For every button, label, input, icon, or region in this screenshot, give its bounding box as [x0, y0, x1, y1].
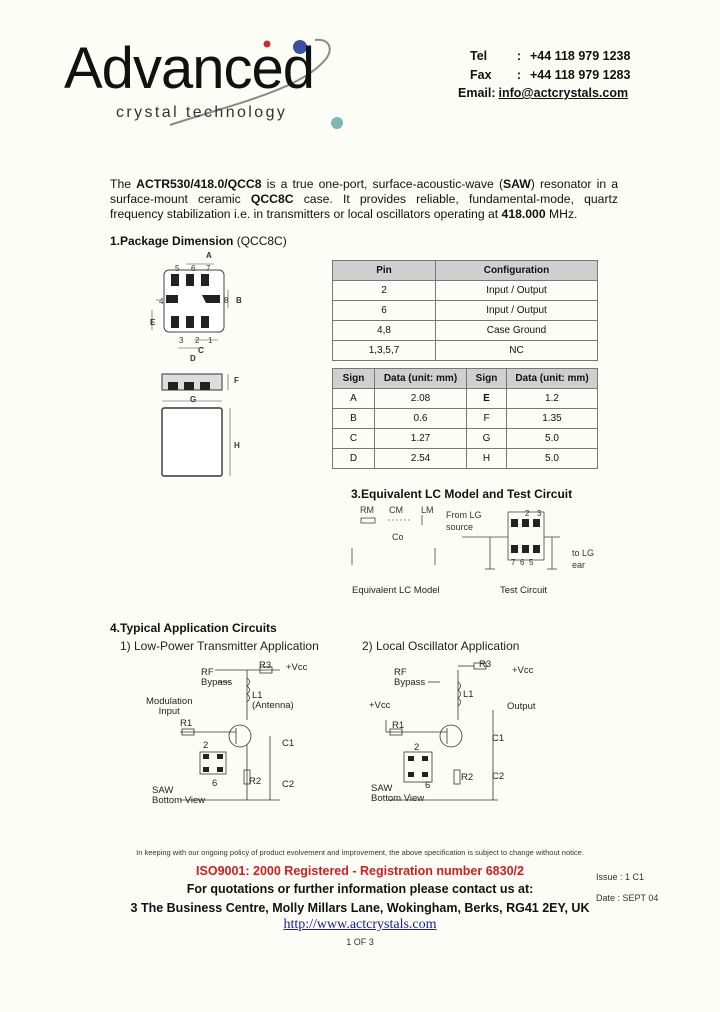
dim-label-g: G: [190, 395, 197, 404]
fax-label: Fax: [470, 68, 492, 82]
table-cell: D: [333, 449, 375, 469]
table-row: [333, 341, 598, 361]
tc-pin-5: 5: [529, 558, 534, 567]
tel-label: Tel: [470, 49, 488, 63]
tc-ear-label: ear: [572, 560, 586, 570]
section1-title: [110, 234, 287, 248]
app1-pin-2: 2: [203, 740, 209, 751]
lc-cm-label: CM: [389, 505, 403, 515]
tc-source-label: source: [446, 522, 474, 532]
contact-email: [458, 86, 628, 100]
email-link[interactable]: info@actcrystals.com: [498, 86, 629, 100]
dim-label-e: E: [150, 318, 156, 327]
app2-c1: C1: [492, 733, 505, 744]
intro-paragraph: [110, 177, 618, 222]
dim-table-header: Data (unit: mm): [507, 369, 598, 389]
table-cell: Input / Output: [436, 281, 598, 301]
section1-subtitle: (QCC8C): [233, 234, 287, 248]
table-cell: Input / Output: [436, 301, 598, 321]
app2-vcc: +Vcc: [512, 665, 534, 676]
app1-saw-bottom: SAW Bottom View: [152, 785, 206, 806]
footer-disclaimer: In keeping with our ongoing policy of product evolvement and improvement, the above specification is subject to change without notice.: [136, 848, 584, 857]
dim-table-header: Sign: [467, 369, 507, 389]
app1-c2: C2: [282, 779, 295, 790]
tc-pin-3: 3: [537, 509, 542, 518]
lc-co-label: Co: [392, 532, 404, 542]
table-cell: 1,3,5,7: [333, 341, 436, 361]
app2-neg-vcc: +Vcc: [369, 700, 391, 711]
app2-r3: R3: [479, 659, 492, 670]
app2-rf-bypass: RF Bypass: [394, 667, 426, 688]
app2-output: Output: [507, 701, 536, 712]
table-cell: 6: [333, 301, 436, 321]
table-cell: F: [467, 409, 507, 429]
table-row: [333, 301, 598, 321]
app2-pin-6: 6: [425, 780, 431, 791]
dim-label-d: D: [190, 354, 196, 363]
address-line: 3 The Business Centre, Molly Millars Lane, Wokingham, Berks, RG41 2EY, UK: [130, 901, 590, 915]
issue-label: Issue : 1 C1: [596, 872, 645, 882]
app2-r2: R2: [461, 772, 474, 783]
iso-registration: ISO9001: 2000 Registered - Registration number 6830/2: [196, 864, 524, 878]
app1-vcc: +Vcc: [286, 662, 308, 673]
dim-label-c: C: [198, 346, 204, 355]
tc-from-label: From LG: [446, 510, 482, 520]
table-cell: NC: [436, 341, 598, 361]
app1-r2: R2: [249, 776, 262, 787]
section3-title: 3.Equivalent LC Model and Test Circuit: [351, 487, 573, 501]
pin-label-2: 2: [195, 336, 200, 345]
package-outline-view: [158, 396, 248, 482]
date-label: Date : SEPT 04: [596, 893, 659, 903]
app1-r3: R3: [259, 660, 272, 671]
intro-text: ) resonator in a surface-mount ceramic: [110, 177, 619, 206]
page-number: 1 OF 3: [346, 937, 374, 947]
intro-text: case. It provides reliable, fundamental-mode, quartz frequency stabilization i.e. in transmitters or local oscillators operating at: [110, 192, 618, 221]
app1-modulation: Modulation Input: [146, 696, 193, 717]
table-cell: 4,8: [333, 321, 436, 341]
pin-label-7: 7: [206, 264, 211, 273]
table-cell: 1.2: [507, 389, 598, 409]
intro-text: The: [110, 177, 137, 191]
pin-table-header: Configuration: [436, 261, 598, 281]
table-row: [333, 429, 598, 449]
table-cell: 5.0: [507, 449, 598, 469]
table-cell: 2.08: [375, 389, 467, 409]
table-cell: C: [333, 429, 375, 449]
table-row: [333, 321, 598, 341]
table-cell: G: [467, 429, 507, 449]
tc-pin-7: 7: [511, 558, 516, 567]
intro-saw: SAW: [503, 177, 531, 191]
intro-model: ACTR530/418.0/QCC8: [136, 177, 262, 191]
logo-subtitle: crystal technology: [116, 104, 288, 121]
pin-label-4: 4: [159, 297, 164, 306]
app2-saw-bottom: SAW Bottom View: [371, 783, 425, 804]
contact-tel: [470, 49, 630, 63]
app1-pin-6: 6: [212, 778, 218, 789]
table-cell: E: [467, 389, 507, 409]
email-label: Email:: [458, 86, 496, 100]
table-cell: A: [333, 389, 375, 409]
tel-sep: :: [516, 49, 522, 63]
table-cell: 1.35: [507, 409, 598, 429]
app2-c2: C2: [492, 771, 505, 782]
app1-r1: R1: [180, 718, 193, 729]
app1-l1-antenna: L1 (Antenna): [252, 690, 294, 711]
intro-text: is a true one-port, surface-acoustic-wave (: [261, 177, 504, 191]
contact-fax: [470, 68, 630, 82]
intro-case: QCC8C: [250, 192, 294, 206]
table-cell: B: [333, 409, 375, 429]
intro-text: MHz.: [545, 207, 578, 221]
quote-contact-line: For quotations or further information please contact us at:: [186, 882, 534, 896]
dim-label-b: B: [236, 296, 242, 305]
pin-label-3: 3: [179, 336, 184, 345]
pin-table: [332, 260, 598, 361]
app2-title: 2) Local Oscillator Application: [362, 639, 520, 653]
table-row: [333, 409, 598, 429]
pin-label-1: 1: [208, 336, 213, 345]
app1-title: 1) Low-Power Transmitter Application: [120, 639, 319, 653]
dim-table-header: Data (unit: mm): [375, 369, 467, 389]
table-cell: Case Ground: [436, 321, 598, 341]
logo-wordmark: Advanced: [64, 36, 314, 101]
website-link[interactable]: http://www.actcrystals.com: [283, 917, 437, 932]
table-row: [333, 389, 598, 409]
tc-caption: Test Circuit: [500, 585, 547, 596]
teal-orb-icon: [331, 117, 343, 129]
dim-label-h: H: [234, 441, 240, 450]
lc-caption: Equivalent LC Model: [352, 585, 440, 596]
app2-l1: L1: [463, 689, 474, 700]
app1-rf-bypass: RF Bypass: [201, 667, 233, 688]
table-cell: H: [467, 449, 507, 469]
dimension-table: [332, 368, 598, 469]
dim-label-f: F: [234, 376, 239, 385]
tc-tolg-label: to LG: [572, 548, 595, 558]
tc-pin-6: 6: [520, 558, 525, 567]
fax-value: +44 118 979 1283: [530, 68, 631, 82]
dim-label-a: A: [206, 251, 212, 260]
table-cell: 1.27: [375, 429, 467, 449]
intro-frequency: 418.000: [501, 207, 546, 221]
pin-label-6: 6: [191, 264, 196, 273]
section4-title: 4.Typical Application Circuits: [110, 621, 277, 635]
pin-label-5: 5: [175, 264, 180, 273]
app2-pin-2: 2: [414, 742, 420, 753]
pin-label-8: 8: [224, 296, 229, 305]
table-row: [333, 281, 598, 301]
tc-pin-2: 2: [525, 509, 530, 518]
table-row: [333, 449, 598, 469]
app2-r1: R1: [392, 720, 405, 731]
fax-sep: :: [516, 68, 522, 82]
lc-lm-label: LM: [421, 505, 434, 515]
app1-c1: C1: [282, 738, 295, 749]
dim-table-header: Sign: [333, 369, 375, 389]
pin-table-header: Pin: [333, 261, 436, 281]
table-cell: 0.6: [375, 409, 467, 429]
table-cell: 2.54: [375, 449, 467, 469]
section1-title-bold: 1.Package Dimension: [110, 234, 234, 248]
table-cell: 2: [333, 281, 436, 301]
tel-value: +44 118 979 1238: [530, 49, 631, 63]
table-cell: 5.0: [507, 429, 598, 449]
lc-rm-label: RM: [360, 505, 374, 515]
